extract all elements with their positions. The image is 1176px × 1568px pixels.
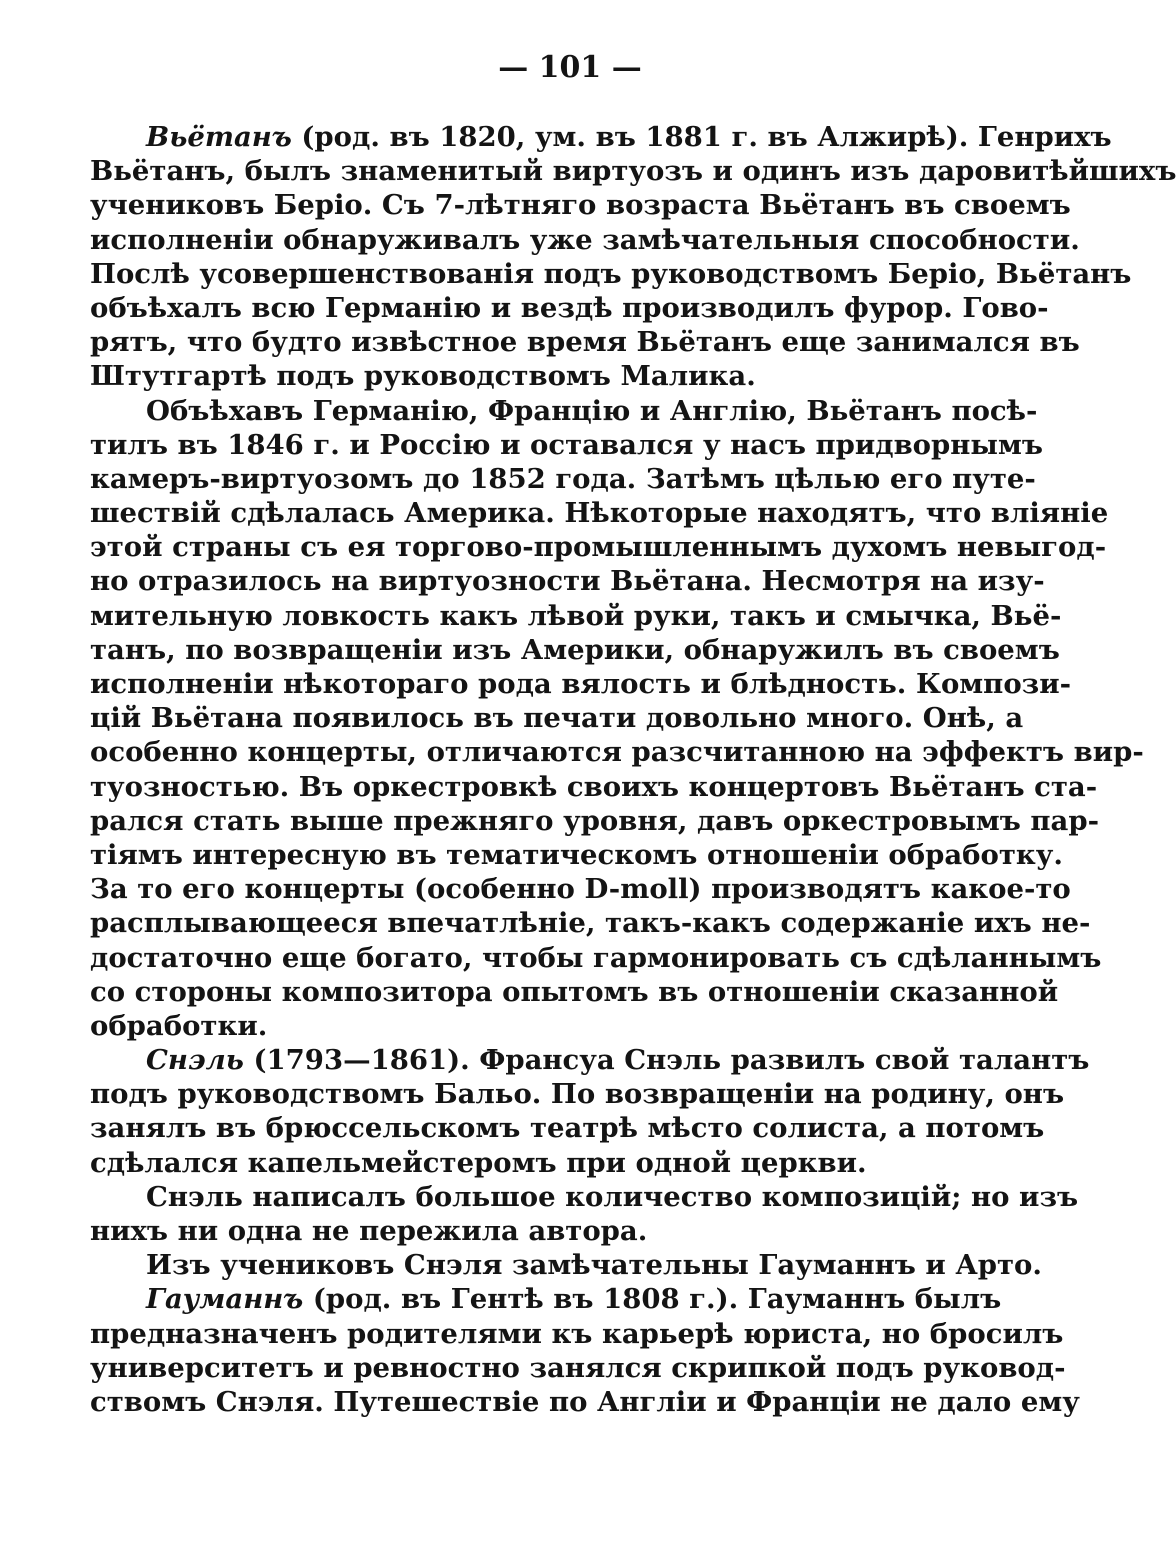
text-line: этой страны съ ея торгово-промышленнымъ духомъ невыгод-: [90, 531, 1107, 564]
text-line: Снэль (1793—1861). Франсуа Снэль развилъ свой талантъ: [146, 1044, 1090, 1077]
text-line: Вьётанъ, былъ знаменитый виртуозъ и одинъ изъ даровитѣйшихъ: [90, 155, 1176, 188]
name-haumann: Гауманнъ: [146, 1283, 304, 1316]
text-line: цій Вьётана появилось въ печати довольно много. Онѣ, а: [90, 702, 1024, 735]
paragraph-travels: [90, 394, 1144, 1044]
text-line: расплывающееся впечатлѣніе, такъ-какъ содержаніе ихъ не-: [90, 907, 1091, 940]
text-line: университетъ и ревностно занялся скрипкой подъ руковод-: [90, 1351, 1066, 1384]
text-line: учениковъ Беріо. Съ 7-лѣтняго возраста Вьётанъ въ своемъ: [90, 189, 1071, 222]
text-line: исполненіи нѣкотораго рода вялость и блѣдность. Компози-: [90, 668, 1072, 700]
text-line: тіямъ интересную въ тематическомъ отношеніи обработку.: [90, 838, 1063, 871]
text-line: Изъ учениковъ Снэля замѣчательны Гауманнъ и Арто.: [146, 1249, 1042, 1282]
text-line: нихъ ни одна не пережила автора.: [90, 1215, 648, 1247]
text-body: [90, 120, 1176, 1419]
text-line: занялъ въ брюссельскомъ театрѣ мѣсто солиста, а потомъ: [90, 1112, 1045, 1145]
text-line: Штутгартѣ подъ руководствомъ Малика.: [90, 360, 756, 393]
text-line: Гауманнъ (род. въ Гентѣ въ 1808 г.). Гауманнъ былъ: [146, 1283, 1002, 1316]
text-line: ствомъ Снэля. Путешествіе по Англіи и Франціи не дало ему: [90, 1385, 1080, 1418]
text-line: достаточно еще богато, чтобы гармонировать съ сдѣланнымъ: [90, 941, 1102, 974]
text-line: шествій сдѣлалась Америка. Нѣкоторые находятъ, что вліяніе: [90, 497, 1109, 530]
paragraph-haumann: [90, 1282, 1080, 1419]
paragraph-snel-students: [90, 1248, 1042, 1282]
text-line: тилъ въ 1846 г. и Россію и оставался у насъ придворнымъ: [90, 428, 1043, 461]
text-line: сдѣлался капельмейстеромъ при одной церкви.: [90, 1146, 867, 1179]
text-line: исполненіи обнаруживалъ уже замѣчательныя способности.: [90, 223, 1080, 256]
text-line: предназначенъ родителями къ карьерѣ юриста, но бросилъ: [90, 1317, 1064, 1350]
paragraph-snel: [90, 1043, 1090, 1180]
text-line: обработки.: [90, 1009, 268, 1042]
text-line: Снэль написалъ большое количество композицій; но изъ: [146, 1180, 1079, 1213]
text-line: камеръ-виртуозомъ до 1852 года. Затѣмъ цѣлью его путе-: [90, 462, 1036, 495]
paragraph-snel-compositions: [90, 1180, 1079, 1248]
text-line: рался стать выше прежняго уровня, давъ оркестровымъ пар-: [90, 804, 1099, 837]
text-line: Вьётанъ (род. въ 1820, ум. въ 1881 г. въ Алжирѣ). Генрихъ: [146, 121, 1112, 153]
text-line: особенно концерты, отличаются разсчитанною на эффектъ вир-: [90, 736, 1144, 769]
text-line: объѣхалъ всю Германію и вездѣ производилъ фурор. Гово-: [90, 291, 1049, 324]
text-line: мительную ловкость какъ лѣвой руки, такъ и смычка, Вьё-: [90, 599, 1062, 632]
name-snel: Снэль: [146, 1044, 244, 1077]
text-line: Объѣхавъ Германію, Францію и Англію, Вьётанъ посѣ-: [146, 394, 1038, 427]
paragraph-vieuxtemps: [90, 120, 1176, 394]
text-line: подъ руководствомъ Бальо. По возвращеніи на родину, онъ: [90, 1078, 1065, 1111]
text-line: За то его концерты (особенно D-moll) производятъ какое-то: [90, 873, 1071, 906]
text-line: со стороны композитора опытомъ въ отношеніи сказанной: [90, 975, 1059, 1008]
text-line: танъ, по возвращеніи изъ Америки, обнаружилъ въ своемъ: [90, 633, 1060, 666]
text-line: рятъ, что будто извѣстное время Вьётанъ еще занимался въ: [90, 326, 1080, 359]
name-vieuxtemps: Вьётанъ: [146, 121, 292, 153]
text-line: но отразилось на виртуозности Вьётана. Несмотря на изу-: [90, 565, 1045, 598]
text-line: туозностью. Въ оркестровкѣ своихъ концертовъ Вьётанъ ста-: [90, 770, 1098, 803]
page-number: — 101 —: [498, 50, 642, 85]
text-line: Послѣ усовершенствованія подъ руководствомъ Беріо, Вьётанъ: [90, 257, 1132, 290]
